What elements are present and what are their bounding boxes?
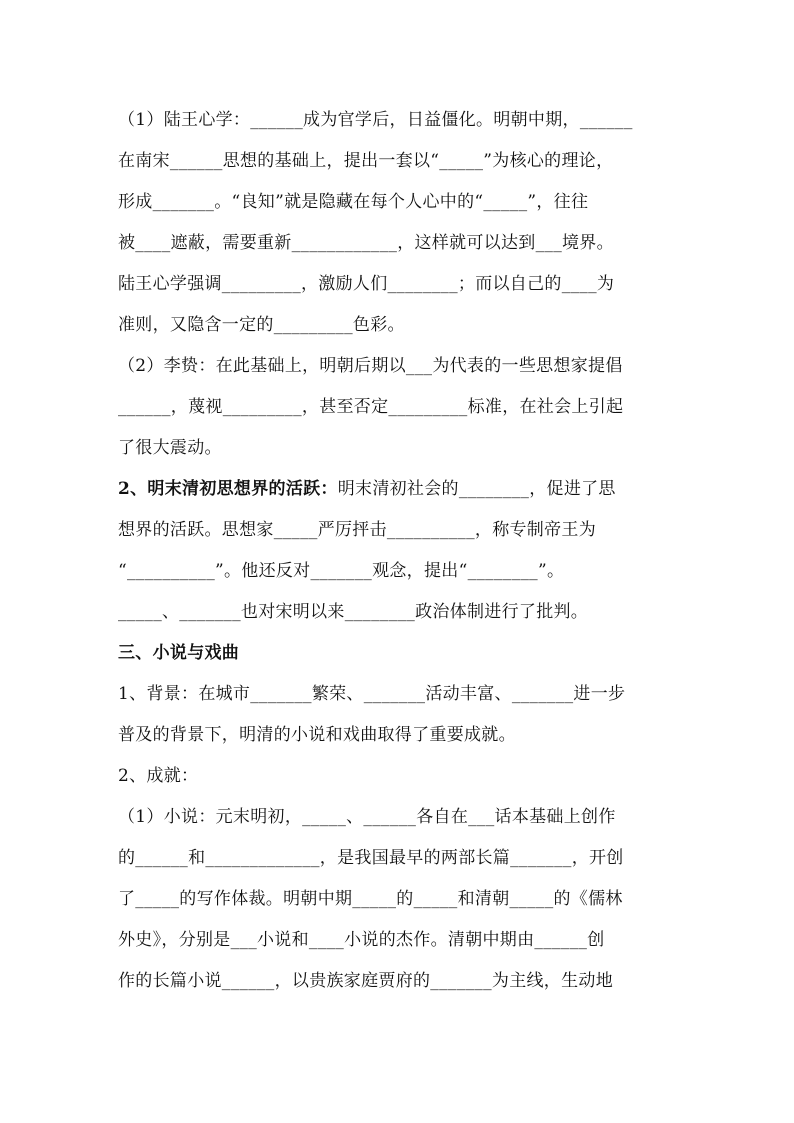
section-heading: 2、明末清初思想界的活跃： [118, 479, 338, 499]
text-line: 了_____的写作体裁。明朝中期_____的_____和清朝_____的《儒林 [118, 889, 623, 909]
text-line: 形成_______。“良知”就是隐藏在每个人心中的“_____”，往往 [118, 192, 589, 212]
section-heading: 三、小说与戏曲 [118, 643, 240, 663]
text-line: 外史》，分别是___小说和____小说的杰作。清朝中期由______创 [118, 930, 605, 950]
text-line: 2、成就： [118, 766, 199, 786]
text-line: （1）小说：元末明初，_____、______各自在___话本基础上创作 [118, 807, 616, 827]
text-line: _____、_______也对宋明以来________政治体制进行了批判。 [118, 602, 589, 622]
text-line: 1、背景：在城市_______繁荣、_______活动丰富、_______进一步 [118, 684, 626, 704]
text-span: 明末清初社会的________，促进了思 [337, 479, 616, 499]
text-line: “__________”。他还反对_______观念，提出“________”。 [118, 561, 565, 581]
text-line: 作的长篇小说______，以贵族家庭贾府的_______为主线，生动地 [118, 971, 613, 991]
text-line: ______，蔑视_________，甚至否定_________标准，在社会上引起 [118, 397, 624, 417]
text-line: 了很大震动。 [118, 438, 222, 458]
text-line: （2）李贽：在此基础上，明朝后期以___为代表的一些思想家提倡 [118, 356, 623, 376]
text-line: 准则，又隐含一定的_________色彩。 [118, 315, 405, 335]
text-line: 想界的活跃。思想家_____严厉抨击__________，称专制帝王为 [118, 520, 596, 540]
text-line: 的______和_____________，是我国最早的两部长篇_______，开创 [118, 848, 624, 868]
text-line: 被____遮蔽，需要重新____________，这样就可以达到___境界。 [118, 233, 614, 253]
text-line [118, 479, 678, 499]
text-line: 普及的背景下，明清的小说和戏曲取得了重要成就。 [118, 725, 516, 745]
text-line: 陆王心学强调_________，激励人们________；而以自己的____为 [118, 274, 615, 294]
text-line: 在南宋______思想的基础上，提出一套以“_____”为核心的理论， [118, 151, 614, 171]
text-line: （1）陆王心学：______成为官学后，日益僵化。明朝中期，______ [118, 110, 633, 130]
